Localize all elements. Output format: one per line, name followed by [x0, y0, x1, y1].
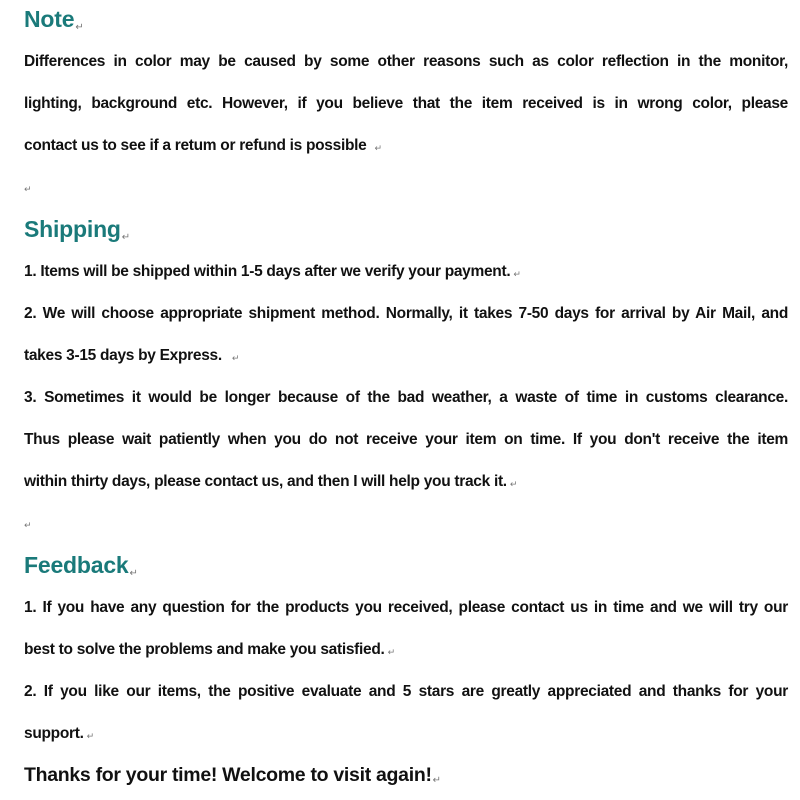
- paragraph-mark-icon: ↵: [513, 269, 521, 279]
- shipping-line-5: Thus please wait patiently when you do not receive your item on time. If you don't receive the item: [24, 431, 788, 448]
- paragraph-mark-icon: ↵: [387, 647, 396, 657]
- shipping-heading-text: Shipping: [24, 216, 121, 242]
- shipping-line-1-text: 1. Items will be shipped within 1-5 days after we verify your payment.: [24, 263, 511, 280]
- paragraph-mark-icon: ↵: [24, 520, 32, 530]
- feedback-line-2-text: best to solve the problems and make you satisfied.: [24, 641, 385, 658]
- shipping-line-4: 3. Sometimes it would be longer because of the bad weather, a waste of time in customs clearance.: [24, 389, 788, 406]
- paragraph-mark-icon: ↵: [121, 232, 131, 243]
- shipping-line-6-text: within thirty days, please contact us, and then I will help you track it.: [24, 473, 507, 490]
- feedback-line-4-text: support.: [24, 725, 84, 742]
- feedback-line-3: 2. If you like our items, the positive evaluate and 5 stars are greatly appreciated and thanks for your: [24, 683, 788, 700]
- note-heading: [24, 5, 84, 42]
- paragraph-mark-icon: ↵: [129, 568, 138, 579]
- feedback-line-1: 1. If you have any question for the products you received, please contact us in time and we will try our: [24, 599, 788, 616]
- paragraph-mark-icon: ↵: [231, 353, 240, 363]
- feedback-heading-text: Feedback: [24, 552, 129, 578]
- closing-line: [24, 763, 441, 793]
- shipping-line-3-text: takes 3-15 days by Express.: [24, 347, 222, 364]
- note-line-3: [24, 136, 788, 158]
- note-line-1: Differences in color may be caused by some other reasons such as color reflection in the monitor,: [24, 53, 788, 70]
- note-line-2: lighting, background etc. However, if you believe that the item received is in wrong color, please: [24, 95, 788, 112]
- shipping-line-2: 2. We will choose appropriate shipment method. Normally, it takes 7-50 days for arrival by Air Mail, and: [24, 305, 788, 322]
- shipping-line-1: [24, 262, 788, 284]
- paragraph-mark-icon: ↵: [86, 731, 95, 741]
- paragraph-mark-icon: ↵: [24, 184, 32, 194]
- paragraph-mark-icon: ↵: [432, 775, 442, 786]
- paragraph-mark-icon: ↵: [509, 479, 518, 489]
- paragraph-mark-icon: ↵: [75, 22, 84, 33]
- shipping-heading: [24, 215, 130, 252]
- feedback-line-2: [24, 640, 788, 662]
- feedback-heading: [24, 551, 138, 588]
- note-heading-text: Note: [24, 6, 75, 32]
- feedback-line-4: [24, 724, 788, 746]
- closing-text: Thanks for your time! Welcome to visit again!: [24, 764, 432, 786]
- note-line-3-text: contact us to see if a retum or refund is possible: [24, 137, 367, 154]
- paragraph-mark-icon: ↵: [374, 143, 382, 153]
- shipping-line-3: [24, 346, 788, 368]
- shipping-line-6: [24, 472, 788, 494]
